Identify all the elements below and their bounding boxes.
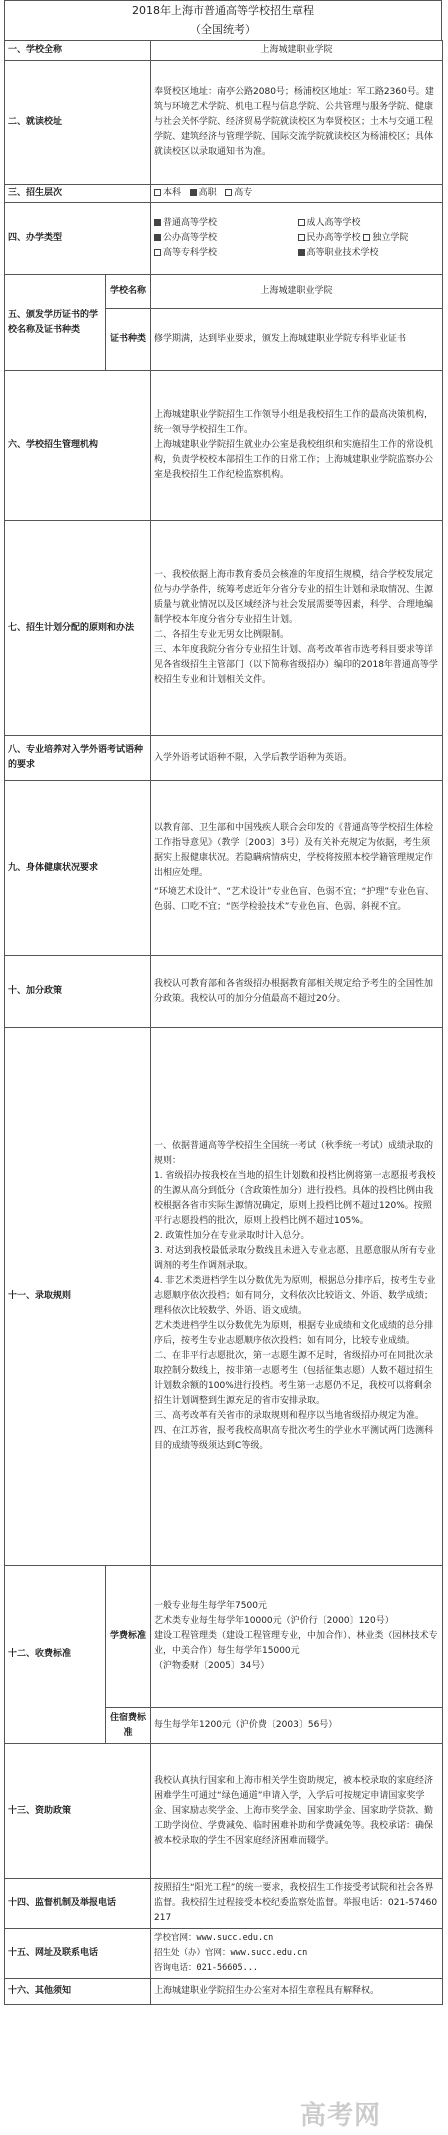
value-certificate-type: 修学期满，达到毕业要求，颁发上海城建职业学院专科毕业证书	[151, 309, 443, 371]
type-option-independent: 独立学院	[372, 233, 409, 243]
document-header	[4, 0, 442, 40]
value-other: 上海城建职业学院招生办公室对本招生章程具有解释权。	[151, 1979, 443, 2005]
value-campus: 奉贤校区地址：南亭公路2080号；杨浦校区地址：军工路2360号。建筑与环境艺术学院、机电工程与信息学院、公共管理与服务学院、健康与社会关怀学院、经济贸易学院就读校区为奉贤校区；土木与交通工程学院、建筑经济与管理学院、国际交流学院就读校区为杨浦校区；具体就读校区以录取通知书为准。	[151, 61, 443, 185]
consultation-phone: 咨询电话：021-56605...	[154, 1963, 258, 1973]
document-title: 2018年上海市普通高等学校招生章程	[132, 4, 314, 17]
sub-label-certificate-type: 证书种类	[106, 309, 151, 371]
label-health: 九、身体健康状况要求	[5, 781, 151, 956]
type-option-junior-college: 高等专科学校	[163, 248, 218, 258]
tuition-line: 一般专业每生每学年7500元	[154, 1601, 267, 1611]
row-health	[5, 781, 443, 956]
level-option-vocational: 高职	[198, 188, 217, 198]
row-tuition	[5, 1566, 443, 1708]
rules-paragraph: 三、高考改革有关省市的录取规则和程序以当地省级招办规定为准。	[154, 1411, 425, 1421]
value-contact	[151, 1929, 443, 1979]
level-option-college: 高专	[234, 188, 253, 198]
rules-paragraph: 四、在江苏省，报考我校高职高专批次考生的学业水平测试两门选测科目的成绩等级须达到C等级。	[154, 1426, 434, 1451]
value-language: 入学外语考试语种不限，入学后教学语种为英语。	[151, 736, 443, 781]
checkbox-icon	[154, 189, 161, 196]
value-admission-rules	[151, 1028, 443, 1566]
type-option-public: 公办高等学校	[163, 233, 218, 243]
tuition-line: 建设工程管理类（建设工程管理专业，中加合作）、林业类（园林技术专业，中美合作）每生每学年15000元	[154, 1631, 438, 1656]
label-school-name: 一、学校全称	[5, 41, 151, 61]
plan-paragraph: 二、各招生专业无男女比例限制。	[154, 630, 290, 640]
checkbox-checked-icon	[190, 189, 197, 196]
label-plan: 七、招生计划分配的原则和办法	[5, 521, 151, 736]
tuition-line: （沪物委财〔2005〕34号）	[154, 1661, 270, 1671]
rules-paragraph: 1. 省级招办按我校在当地的招生计划数和投档比例将第一志愿报考我校的生源从高分到低分（含政策性加分）进行投档。具体的投档比例由我校根据各省市实际生源情况确定，原则上投档比例不超过120%。按照平行志愿投档的批次，原则上投档比例不超过105%。	[154, 1171, 436, 1226]
tuition-line: 艺术类专业每生每学年10000元（沪价行〔2000〕120号）	[154, 1616, 394, 1626]
value-certificate-school: 上海城建职业学院	[151, 275, 443, 309]
rules-paragraph: 一、依据普通高等学校招生全国统一考试（秋季统一考试）成绩录取的规则：	[154, 1141, 434, 1166]
type-option-regular: 普通高等学校	[163, 218, 218, 228]
row-bonus	[5, 956, 443, 1028]
rules-paragraph: 4. 非艺术类进档学生以分数优先为原则，根据总分排序后，按考生专业志愿顺序依次投档；如有同分，文科依次比较语文、外语、数学成绩；理科依次比较数学、外语、语文成绩。	[154, 1276, 436, 1316]
sub-label-accommodation: 住宿费标准	[106, 1708, 151, 1744]
management-paragraph: 上海城建职业学院招生就业办公室是我校组织和实施招生工作的常设机构，负责学校校本部招生工作的日常工作；上海城建职业学院监察办公室是我校招生工作纪检监察机构。	[154, 440, 434, 480]
label-school-type: 四、办学类型	[5, 203, 151, 275]
label-level: 三、招生层次	[5, 185, 151, 203]
label-aid: 十三、资助政策	[5, 1744, 151, 1879]
rules-paragraph: 艺术类进档学生以分数优先为原则，根据专业成绩和文化成绩的总分排序后，按考生专业志愿顺序依次投档；如有同分，比较专业成绩。	[154, 1321, 434, 1346]
management-paragraph: 上海城建职业学院招生工作领导小组是我校招生工作的最高决策机构，统一领导学校招生工作。	[154, 410, 434, 435]
checkbox-icon	[225, 189, 232, 196]
checkbox-checked-icon	[154, 234, 161, 241]
label-contact: 十五、网址及联系电话	[5, 1929, 151, 1979]
row-plan	[5, 521, 443, 736]
type-option-vocational-tech: 高等职业技术学校	[306, 248, 379, 258]
value-supervision: 按照招生“阳光工程”的统一要求，我校招生工作接受考试院和社会各界监督。我校招生过程接受本校纪委监察处监督。举报电话：021-57460217	[151, 1879, 443, 1929]
label-fees: 十二、收费标准	[5, 1566, 106, 1744]
plan-paragraph: 一、我校依据上海市教育委员会核准的年度招生规模，结合学校发展定位与办学条件，统筹考虑近年分省分专业的招生计划和录取情况、生源质量与就业情况以及区域经济与社会发展需要等因素，科学、合理地编制学校本年度分省分专业招生计划。	[154, 570, 434, 625]
rules-paragraph: 3. 对达到我校最低录取分数线且未进入专业志愿、且愿意服从所有专业调剂的考生作调剂录取。	[154, 1246, 436, 1271]
rules-paragraph: 2. 政策性加分在专业录取时计入总分。	[154, 1231, 310, 1241]
value-health	[151, 781, 443, 956]
level-option-bachelor: 本科	[163, 188, 182, 198]
label-other: 十六、其他须知	[5, 1979, 151, 2005]
value-level	[151, 185, 443, 203]
plan-paragraph: 三、本年度我院分省分专业招生计划、高考改革省市选考科目要求等详见各省级招生主管部门（以下简称省级招办）编印的2018年普通高等学校招生专业和计划相关文件。	[154, 645, 438, 685]
checkbox-icon	[298, 234, 305, 241]
sub-label-tuition: 学费标准	[106, 1566, 151, 1708]
checkbox-checked-icon	[154, 219, 161, 226]
value-plan	[151, 521, 443, 736]
row-admission-rules	[5, 1028, 443, 1566]
row-school-name	[5, 41, 443, 61]
value-aid: 我校认真执行国家和上海市相关学生资助规定，被本校录取的家庭经济困难学生可通过“绿色通道”申请入学，入学后可按规定申请国家奖学金、国家励志奖学金、上海市奖学金、国家助学金、国家助学贷款、勤工助学岗位、学费减免、临时困难补助和学费减免等。我校承诺：确保被本校录取的学生不因家庭经济困难而辍学。	[151, 1744, 443, 1879]
label-bonus: 十、加分政策	[5, 956, 151, 1028]
row-supervision	[5, 1879, 443, 1929]
label-language: 八、专业培养对入学外语考试语种的要求	[5, 736, 151, 781]
row-contact	[5, 1929, 443, 1979]
label-campus: 二、就读校址	[5, 61, 151, 185]
health-paragraph: 以教育部、卫生部和中国残疾人联合会印发的《普通高等学校招生体检工作指导意见》（教学〔2003〕3号）及有关补充规定为依据，考生须据实上报健康状况。若隐瞒病情病史，学校将按照本校学籍管理规定作出相应处理。	[154, 823, 434, 878]
value-school-type	[151, 203, 443, 275]
rules-paragraph: 二、在非平行志愿批次，第一志愿生源不足时，省级招办可在同批次录取控制分数线上，按非第一志愿考生（包括征集志愿）人数不超过招生计划数余额的100%进行投档。考生第一志愿仍不足，我校可以将剩余招生计划调整到生源充足的省市安排录取。	[154, 1351, 434, 1406]
label-admission-rules: 十一、录取规则	[5, 1028, 151, 1566]
row-school-type	[5, 203, 443, 275]
checkbox-checked-icon	[298, 249, 305, 256]
label-certificate: 五、颁发学历证书的学校名称及证书种类	[5, 275, 106, 371]
label-supervision: 十四、监督机制及举报电话	[5, 1879, 151, 1929]
charter-table	[4, 40, 443, 2005]
site-watermark: 高考网	[300, 2101, 382, 2131]
value-tuition	[151, 1566, 443, 1708]
row-management	[5, 371, 443, 521]
checkbox-icon	[154, 249, 161, 256]
sub-label-school-name: 学校名称	[106, 275, 151, 309]
row-campus	[5, 61, 443, 185]
value-accommodation: 每生每学年1200元（沪价费〔2003〕56号）	[151, 1708, 443, 1744]
document-subtitle: （全国统考）	[190, 23, 256, 36]
type-option-private: 民办高等学校	[306, 233, 361, 243]
row-other	[5, 1979, 443, 2005]
value-bonus: 我校认可教育部和各省级招办根据教育部相关规定给予考生的全国性加分政策。我校认可的加分分值最高不超过20分。	[151, 956, 443, 1028]
value-management	[151, 371, 443, 521]
row-level	[5, 185, 443, 203]
admissions-website-link[interactable]: 招生处（办）官网：www.succ.edu.cn	[154, 1948, 308, 1958]
health-paragraph: “环境艺术设计”、“艺术设计”专业色盲、色弱不宜；“护理”专业色盲、色弱、口吃不宜；“医学检验技术”专业色盲、色弱、斜视不宜。	[154, 887, 435, 912]
checkbox-icon	[298, 219, 305, 226]
row-aid	[5, 1744, 443, 1879]
row-certificate-school	[5, 275, 443, 309]
checkbox-icon	[363, 234, 370, 241]
website-link[interactable]: 学校官网：www.succ.edu.cn	[154, 1933, 274, 1943]
value-school-name: 上海城建职业学院	[151, 41, 443, 61]
type-option-adult: 成人高等学校	[306, 218, 361, 228]
label-management: 六、学校招生管理机构	[5, 371, 151, 521]
row-language	[5, 736, 443, 781]
